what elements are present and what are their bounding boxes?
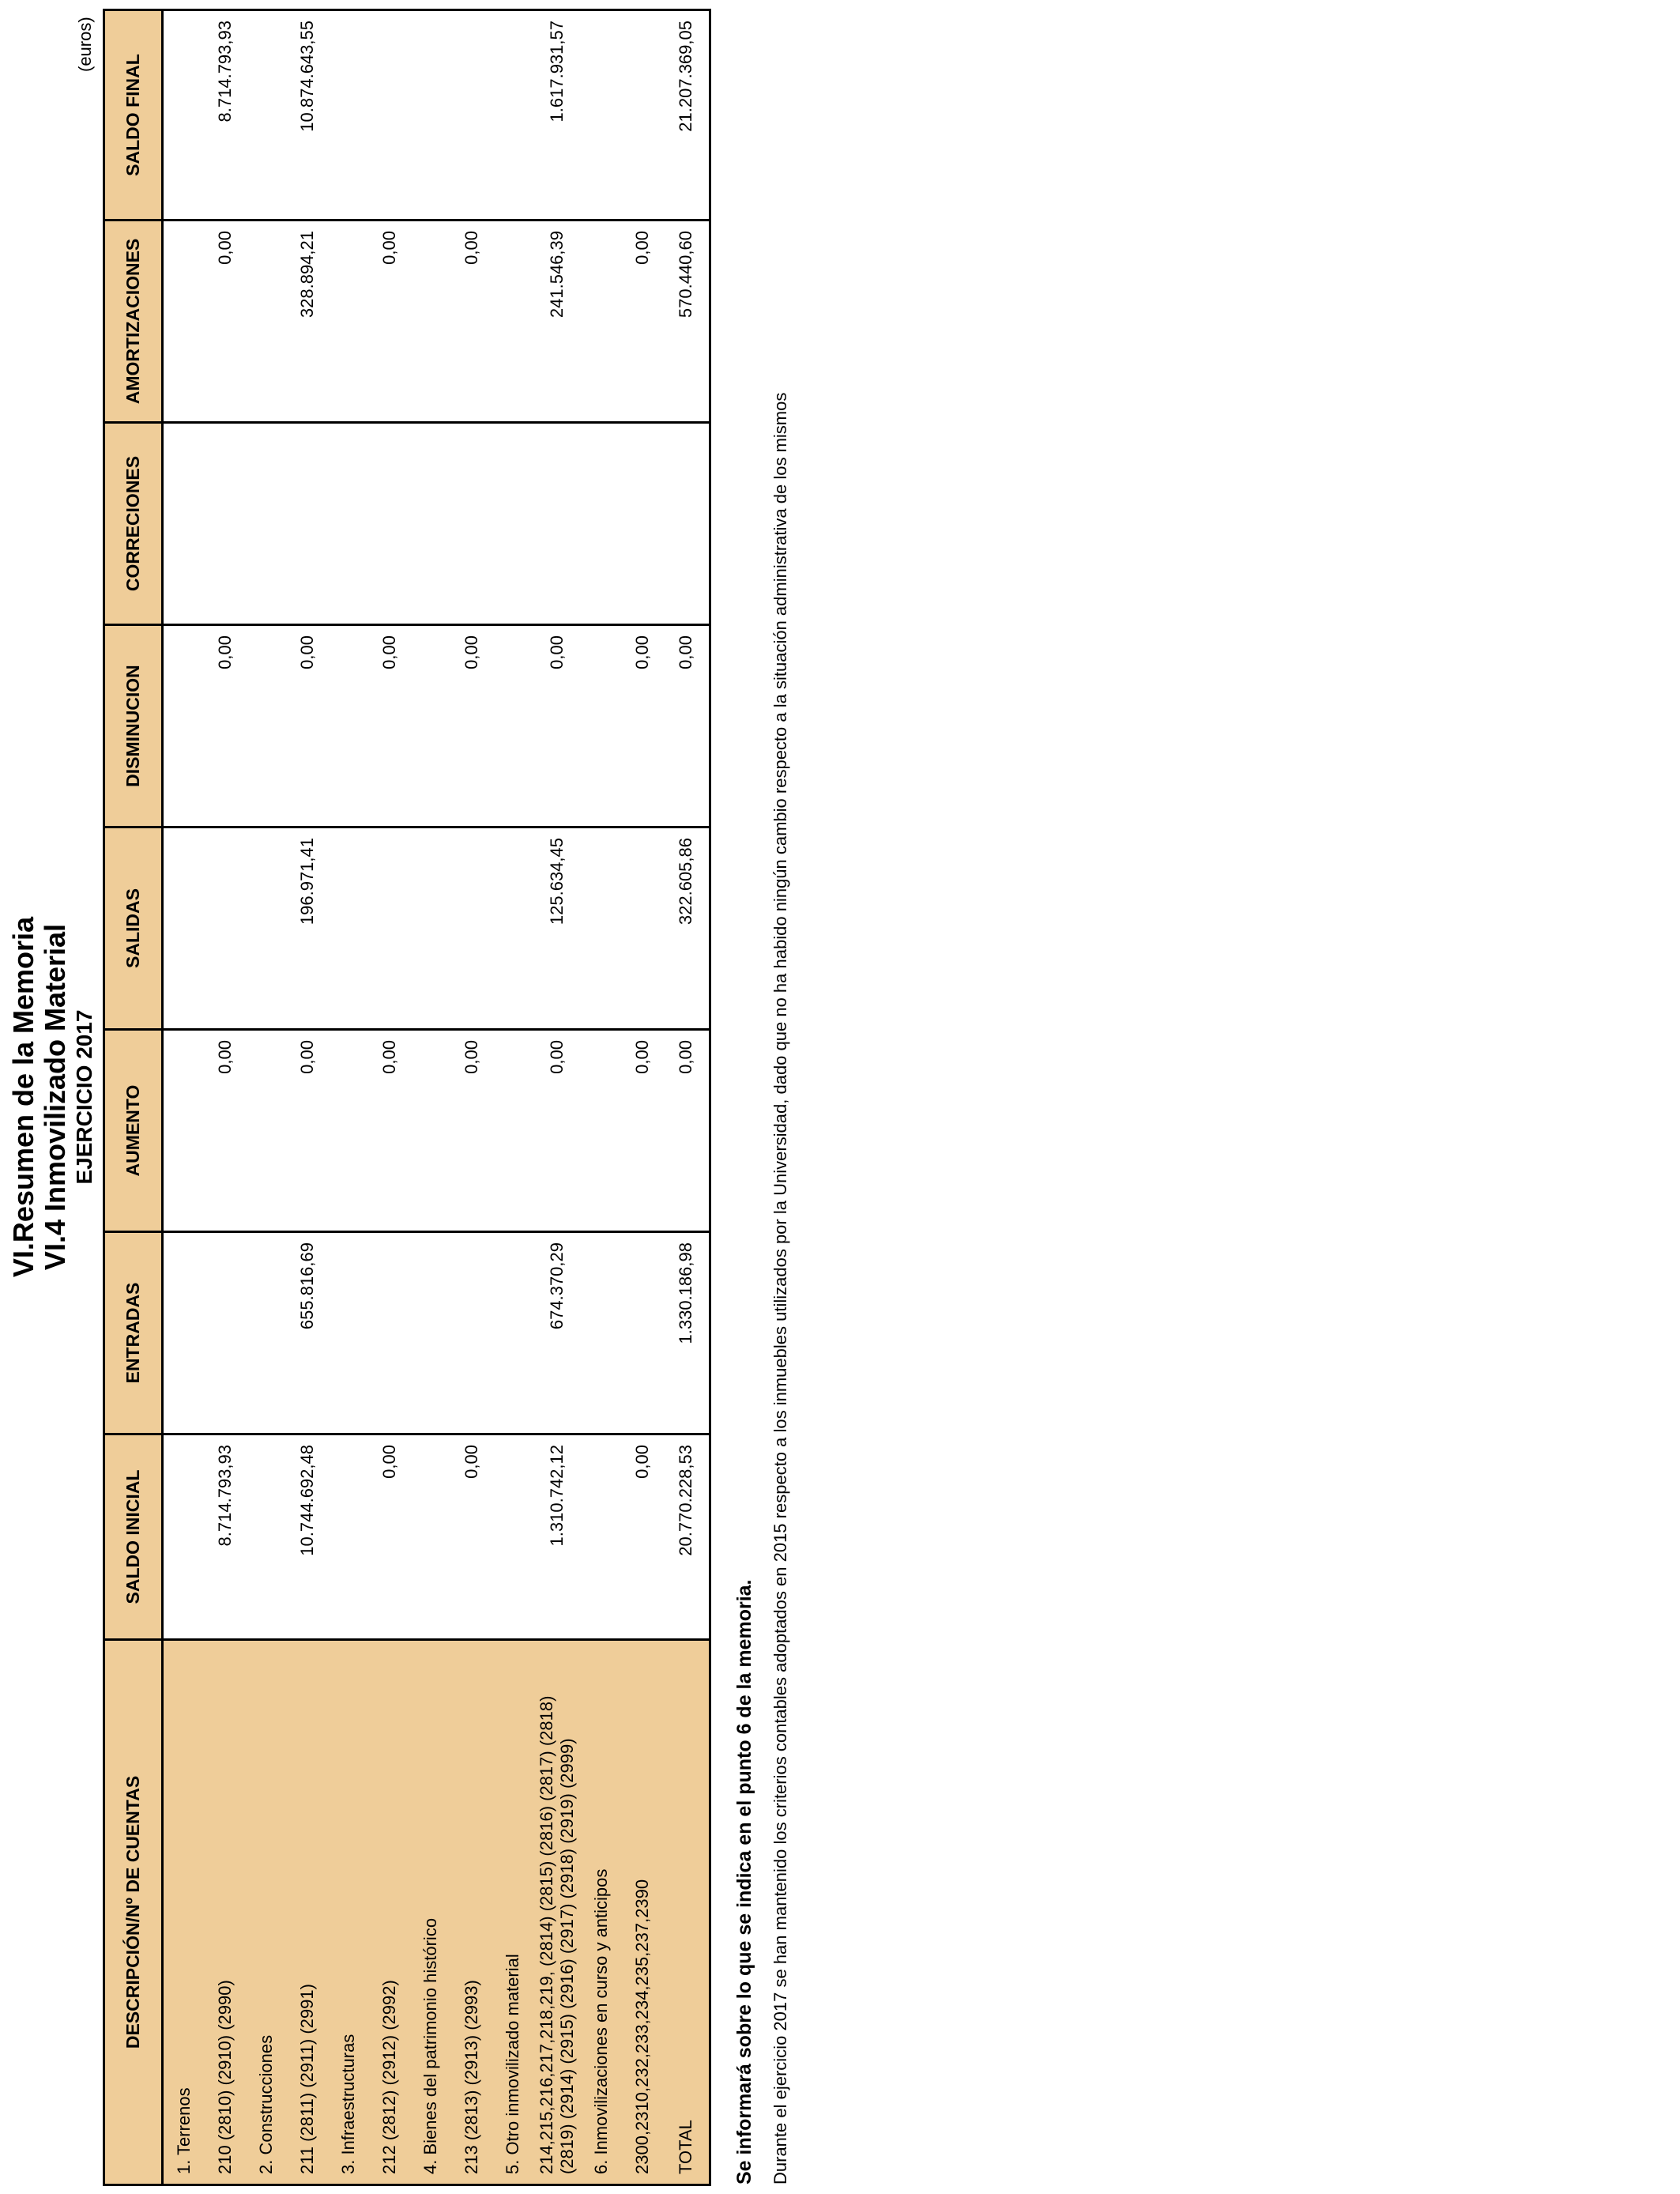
cell-disminucion: 0,00	[451, 625, 492, 827]
cell-saldo-final	[492, 10, 533, 221]
memoria-note: Se informará sobre lo que se indica en el punto 6 de la memoria.	[733, 1579, 755, 2185]
cell-saldo-final: 1.617.931,57	[533, 10, 581, 221]
cell-saldo-final	[581, 10, 622, 221]
cell-salidas	[328, 827, 369, 1030]
cell-saldo-final	[369, 10, 410, 221]
cell-disminucion: 0,00	[205, 625, 246, 827]
row-description: 5. Otro inmovilizado material	[492, 1640, 533, 2185]
cell-entradas	[328, 1232, 369, 1434]
cell-disminucion	[328, 625, 369, 827]
cell-saldo-final	[328, 10, 369, 221]
cell-amortizaciones	[246, 221, 287, 423]
cell-disminucion	[163, 625, 205, 827]
cell-saldo-inicial	[581, 1434, 622, 1640]
table-row	[287, 10, 328, 2185]
table-row	[451, 10, 492, 2185]
cell-saldo-inicial	[163, 1434, 205, 1640]
cell-disminucion: 0,00	[663, 625, 710, 827]
cell-amortizaciones	[163, 221, 205, 423]
cell-aumento	[246, 1030, 287, 1232]
row-description: 1. Terrenos	[163, 1640, 205, 2185]
cell-correciones	[410, 423, 451, 625]
col-header-aumento: AUMENTO	[104, 1030, 163, 1232]
table-row	[205, 10, 246, 2185]
cell-correciones	[163, 423, 205, 625]
row-description: 2. Construcciones	[246, 1640, 287, 2185]
cell-disminucion: 0,00	[533, 625, 581, 827]
title-block	[8, 0, 98, 2194]
cell-salidas	[410, 827, 451, 1030]
cell-salidas: 196.971,41	[287, 827, 328, 1030]
row-description: 6. Inmovilizaciones en curso y anticipos	[581, 1640, 622, 2185]
cell-saldo-inicial	[246, 1434, 287, 1640]
cell-amortizaciones	[410, 221, 451, 423]
cell-aumento	[328, 1030, 369, 1232]
cell-aumento: 0,00	[451, 1030, 492, 1232]
table-row	[163, 10, 205, 2185]
cell-salidas	[205, 827, 246, 1030]
cell-disminucion	[410, 625, 451, 827]
cell-entradas	[369, 1232, 410, 1434]
cell-salidas: 322.605,86	[663, 827, 710, 1030]
cell-entradas: 655.816,69	[287, 1232, 328, 1434]
col-header-amortizaciones: AMORTIZACIONES	[104, 221, 163, 423]
cell-amortizaciones: 0,00	[622, 221, 663, 423]
cell-amortizaciones: 0,00	[451, 221, 492, 423]
cell-correciones	[287, 423, 328, 625]
cell-saldo-final: 10.874.643,55	[287, 10, 328, 221]
cell-correciones	[328, 423, 369, 625]
table-row	[492, 10, 533, 2185]
cell-entradas: 674.370,29	[533, 1232, 581, 1434]
row-description: 3. Infraestructuras	[328, 1640, 369, 2185]
cell-aumento: 0,00	[369, 1030, 410, 1232]
cell-entradas	[410, 1232, 451, 1434]
cell-amortizaciones: 570.440,60	[663, 221, 710, 423]
col-header-disminucion: DISMINUCION	[104, 625, 163, 827]
cell-disminucion	[492, 625, 533, 827]
cell-saldo-inicial	[328, 1434, 369, 1640]
cell-correciones	[622, 423, 663, 625]
cell-amortizaciones: 241.546,39	[533, 221, 581, 423]
cell-correciones	[492, 423, 533, 625]
row-description: 211 (2811) (2911) (2991)	[287, 1640, 328, 2185]
cell-entradas	[622, 1232, 663, 1434]
table-row	[581, 10, 622, 2185]
cell-correciones	[663, 423, 710, 625]
col-header-correciones: CORRECIONES	[104, 423, 163, 625]
cell-salidas	[451, 827, 492, 1030]
cell-saldo-inicial: 0,00	[622, 1434, 663, 1640]
cell-salidas	[163, 827, 205, 1030]
cell-saldo-inicial	[492, 1434, 533, 1640]
cell-salidas	[581, 827, 622, 1030]
col-header-salidas: SALIDAS	[104, 827, 163, 1030]
cell-saldo-inicial: 0,00	[451, 1434, 492, 1640]
cell-saldo-inicial	[410, 1434, 451, 1640]
table-row	[369, 10, 410, 2185]
cell-aumento	[581, 1030, 622, 1232]
cell-disminucion: 0,00	[369, 625, 410, 827]
row-description: 2300,2310,232,233,234,235,237,2390	[622, 1640, 663, 2185]
table-row	[246, 10, 287, 2185]
cell-saldo-inicial: 0,00	[369, 1434, 410, 1640]
row-description: 210 (2810) (2910) (2990)	[205, 1640, 246, 2185]
cell-correciones	[369, 423, 410, 625]
cell-aumento: 0,00	[663, 1030, 710, 1232]
cell-aumento	[410, 1030, 451, 1232]
cell-amortizaciones	[581, 221, 622, 423]
cell-amortizaciones	[328, 221, 369, 423]
table-row-total	[663, 10, 710, 2185]
cell-correciones	[581, 423, 622, 625]
row-description: 214,215,216,217,218,219, (2814) (2815) (2816) (2817) (2818) (2819) (2914) (2915) (2916) (2917) (2918) (2919) (2999)	[533, 1640, 581, 2185]
table-row	[328, 10, 369, 2185]
cell-salidas	[246, 827, 287, 1030]
cell-saldo-final: 21.207.369,05	[663, 10, 710, 221]
cell-salidas: 125.634,45	[533, 827, 581, 1030]
cell-entradas	[246, 1232, 287, 1434]
cell-aumento: 0,00	[622, 1030, 663, 1232]
fiscal-year-title: EJERCICIO 2017	[72, 1009, 96, 1185]
table-row	[533, 10, 581, 2185]
cell-disminucion	[581, 625, 622, 827]
cell-salidas	[369, 827, 410, 1030]
cell-aumento	[492, 1030, 533, 1232]
cell-saldo-final: 8.714.793,93	[205, 10, 246, 221]
cell-entradas	[205, 1232, 246, 1434]
col-header-description: DESCRIPCIÓN/Nº DE CUENTAS	[104, 1640, 163, 2185]
table-row	[622, 10, 663, 2185]
cell-entradas	[451, 1232, 492, 1434]
col-header-saldo-inicial: SALDO INICIAL	[104, 1434, 163, 1640]
cell-saldo-final	[246, 10, 287, 221]
cell-amortizaciones: 0,00	[205, 221, 246, 423]
cell-correciones	[246, 423, 287, 625]
fixed-assets-table	[103, 9, 711, 2186]
cell-aumento: 0,00	[533, 1030, 581, 1232]
cell-amortizaciones	[492, 221, 533, 423]
section-title: VI.4 Inmovilizado Material	[39, 923, 71, 1271]
cell-saldo-inicial: 20.770.228,53	[663, 1434, 710, 1640]
cell-correciones	[451, 423, 492, 625]
row-description: 212 (2812) (2912) (2992)	[369, 1640, 410, 2185]
cell-salidas	[622, 827, 663, 1030]
cell-saldo-final	[410, 10, 451, 221]
cell-saldo-inicial: 10.744.692,48	[287, 1434, 328, 1640]
cell-correciones	[205, 423, 246, 625]
cell-amortizaciones: 328.894,21	[287, 221, 328, 423]
cell-saldo-inicial: 8.714.793,93	[205, 1434, 246, 1640]
row-description: 4. Bienes del patrimonio histórico	[410, 1640, 451, 2185]
cell-aumento: 0,00	[287, 1030, 328, 1232]
cell-aumento	[163, 1030, 205, 1232]
cell-saldo-inicial: 1.310.742,12	[533, 1434, 581, 1640]
accounting-criteria-note: Durante el ejercicio 2017 se han mantenido los criterios contables adoptados en 2015 respecto a los inmuebles utilizados por la Universidad, dado que no ha habido ningún cambio respecto a la situación administrativa de los mismos	[770, 392, 790, 2185]
cell-disminucion	[246, 625, 287, 827]
cell-entradas	[492, 1232, 533, 1434]
cell-saldo-final	[451, 10, 492, 221]
col-header-saldo-final: SALDO FINAL	[104, 10, 163, 221]
col-header-entradas: ENTRADAS	[104, 1232, 163, 1434]
table-header-row	[104, 10, 163, 2185]
cell-disminucion: 0,00	[287, 625, 328, 827]
cell-amortizaciones: 0,00	[369, 221, 410, 423]
cell-disminucion: 0,00	[622, 625, 663, 827]
cell-entradas: 1.330.186,98	[663, 1232, 710, 1434]
row-description: TOTAL	[663, 1640, 710, 2185]
table-row	[410, 10, 451, 2185]
cell-aumento: 0,00	[205, 1030, 246, 1232]
row-description: 213 (2813) (2913) (2993)	[451, 1640, 492, 2185]
cell-correciones	[533, 423, 581, 625]
currency-unit: (euros)	[75, 17, 95, 72]
cell-saldo-final	[622, 10, 663, 221]
cell-salidas	[492, 827, 533, 1030]
cell-entradas	[581, 1232, 622, 1434]
cell-saldo-final	[163, 10, 205, 221]
page-title: VI.Resumen de la Memoria	[7, 916, 40, 1278]
cell-entradas	[163, 1232, 205, 1434]
